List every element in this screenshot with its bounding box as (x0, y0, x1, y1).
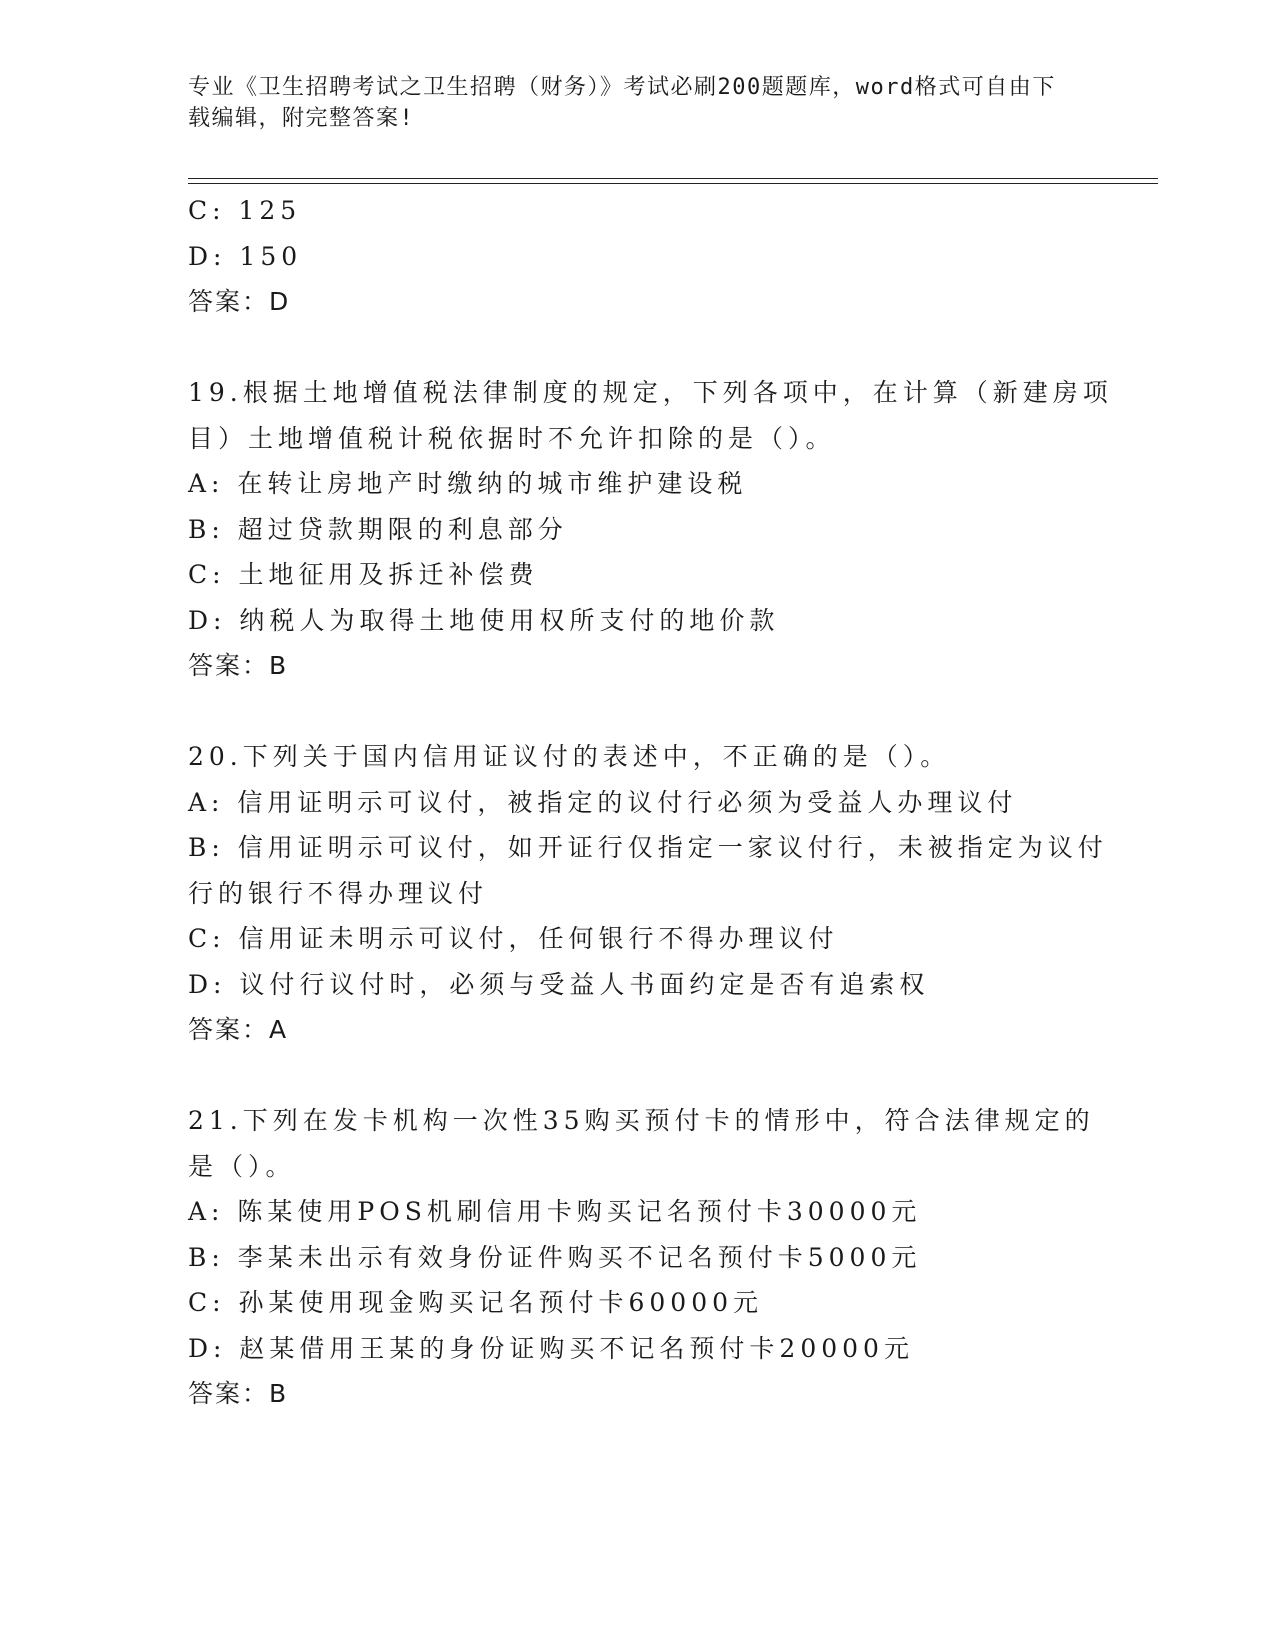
question-19 (188, 370, 1113, 689)
option-b: B: 信用证明示可议付，如开证行仅指定一家议付行，未被指定为议付 (188, 833, 1108, 862)
answer-line: 答案：A (188, 1015, 289, 1044)
question-stem-cont: 目）土地增值税计税依据时不允许扣除的是（）。 (188, 423, 836, 453)
option-d: D: 赵某借用王某的身份证购买不记名预付卡20000元 (188, 1333, 914, 1363)
question-21 (188, 1098, 1095, 1417)
option-b: B: 李某未出示有效身份证件购买不记名预付卡5000元 (188, 1242, 922, 1272)
option-a: A: 信用证明示可议付，被指定的议付行必须为受益人办理议付 (188, 787, 1018, 817)
question-stem: 19.根据土地增值税法律制度的规定，下列各项中，在计算（新建房项 (188, 378, 1113, 407)
option-c: C: 孙某使用现金购买记名预付卡60000元 (188, 1288, 764, 1317)
option-c: C: 125 (188, 196, 302, 225)
spacer (188, 689, 1088, 735)
question-18-tail (188, 188, 1088, 325)
answer-line: 答案：B (188, 1379, 289, 1408)
question-stem: 20.下列关于国内信用证议付的表述中，不正确的是（）。 (188, 742, 951, 771)
question-content (188, 188, 1113, 1417)
header-rule-bottom (188, 183, 1158, 184)
option-a: A: 陈某使用POS机刷信用卡购买记名预付卡30000元 (188, 1197, 922, 1226)
spacer (188, 1053, 1088, 1099)
option-d: D: 议付行议付时，必须与受益人书面约定是否有追索权 (188, 969, 930, 999)
option-c: C: 信用证未明示可议付，任何银行不得办理议付 (188, 924, 839, 953)
option-d: D: 纳税人为取得土地使用权所支付的地价款 (188, 605, 780, 635)
option-b-cont: 行的银行不得办理议付 (188, 878, 489, 908)
header-rule-top (188, 178, 1158, 179)
question-stem: 21.下列在发卡机构一次性35购买预付卡的情形中，符合法律规定的 (188, 1106, 1095, 1135)
option-a: A: 在转让房地产时缴纳的城市维护建设税 (188, 469, 748, 498)
answer-line: 答案：D (188, 287, 291, 316)
question-20 (188, 734, 1108, 1053)
question-stem-cont: 是（）。 (188, 1151, 296, 1181)
option-b: B: 超过贷款期限的利息部分 (188, 514, 568, 544)
answer-line: 答案：B (188, 651, 289, 680)
option-c: C: 土地征用及拆迁补偿费 (188, 560, 539, 589)
page-header: 专业《卫生招聘考试之卫生招聘（财务）》考试必刷200题题库，word格式可自由下载编辑，附完整答案! (188, 75, 1056, 131)
spacer (188, 325, 1088, 371)
option-d: D: 150 (188, 241, 303, 271)
